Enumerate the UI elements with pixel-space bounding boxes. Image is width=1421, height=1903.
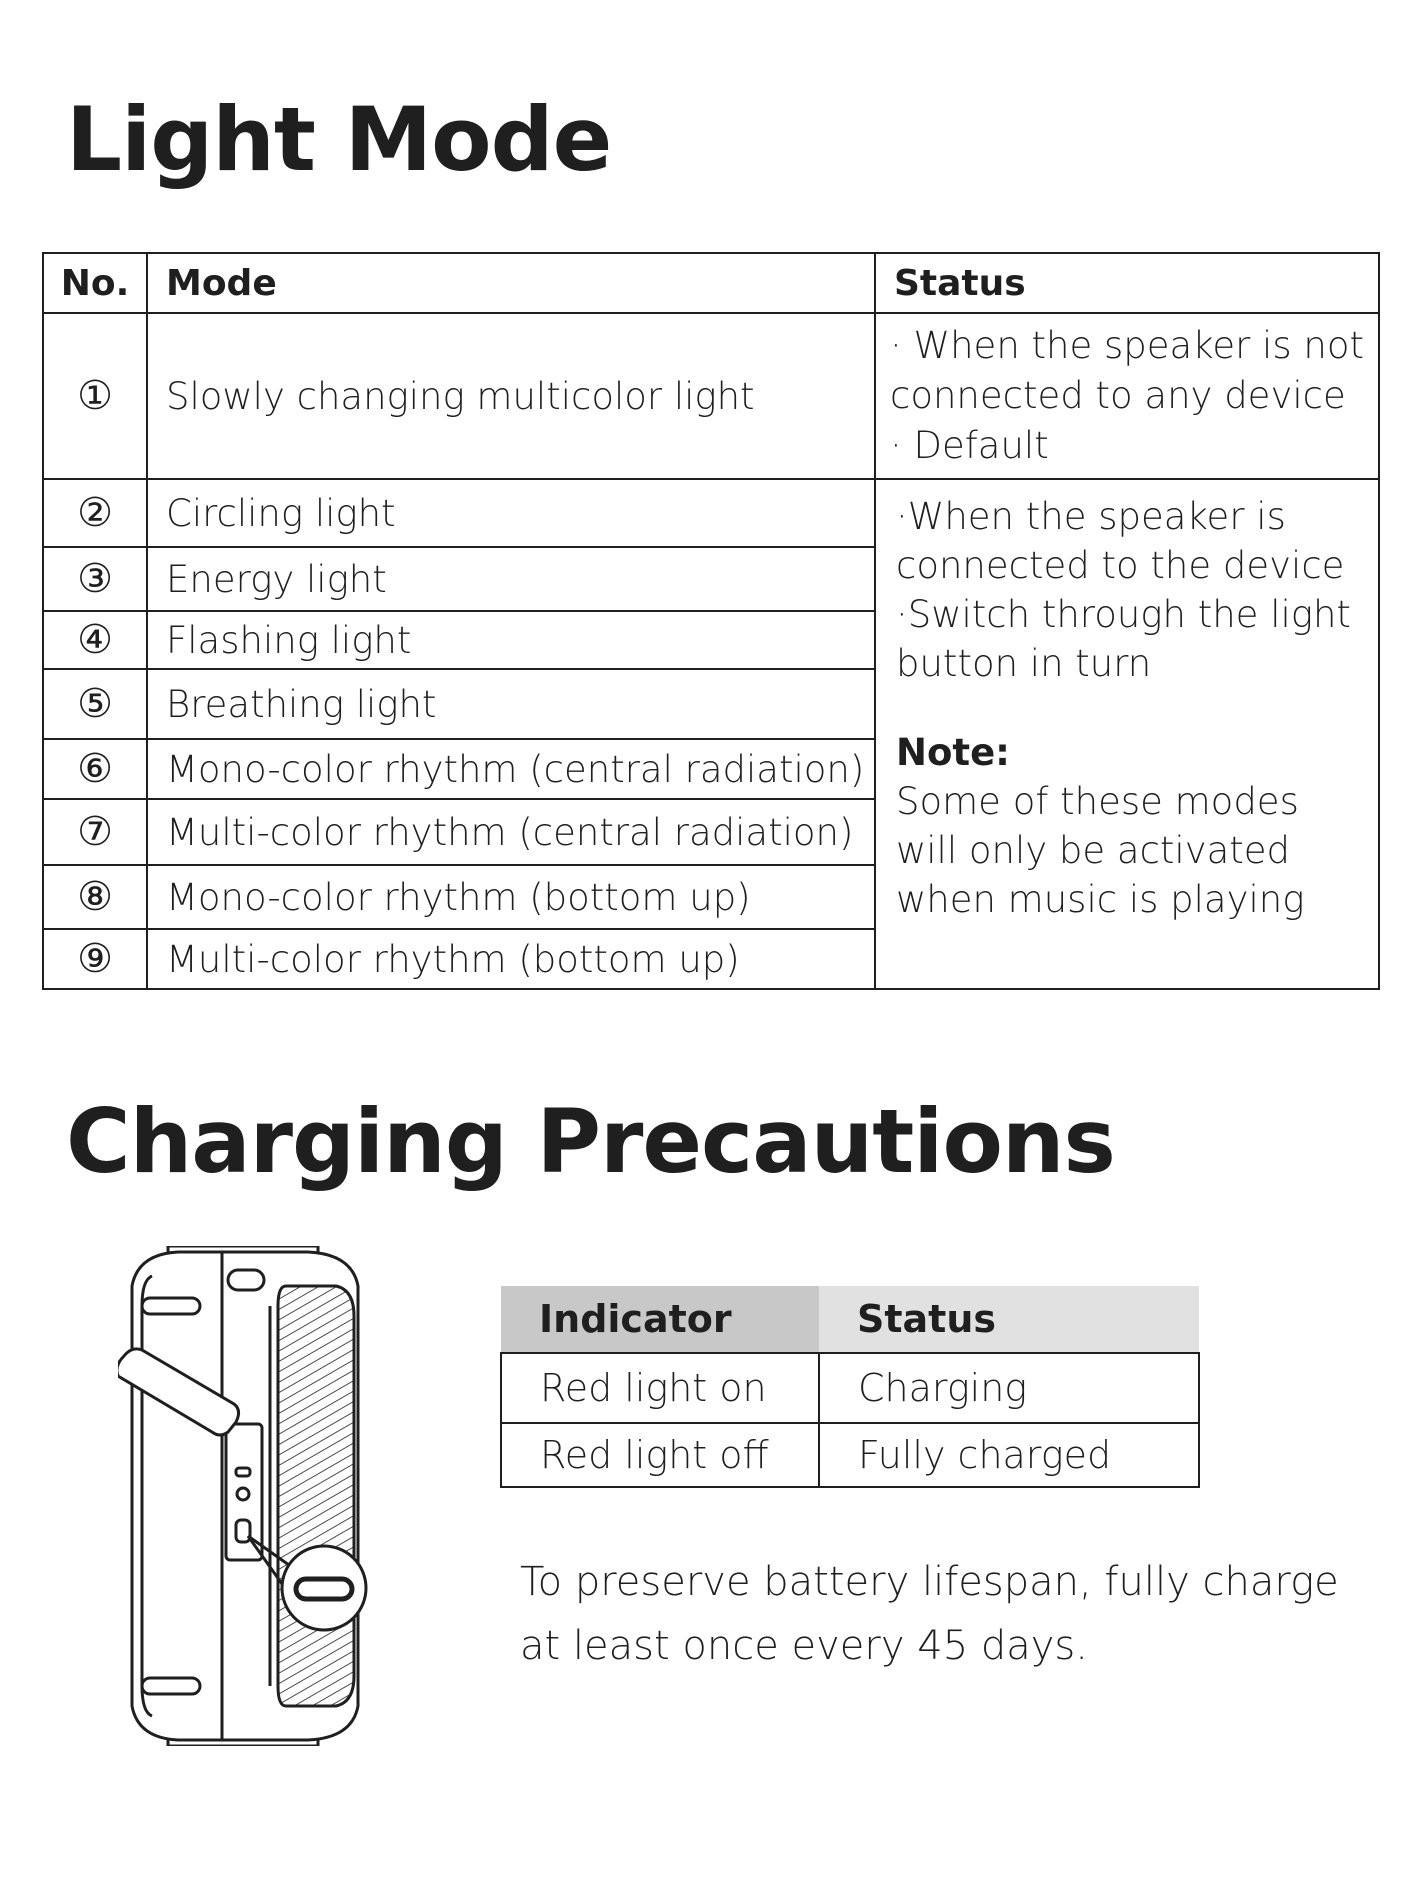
header-status: Status [819,1286,1199,1353]
note-line: Some of these modes [896,780,1299,823]
battery-note-line: To preserve battery lifespan, fully charge [520,1559,1339,1605]
status-line: · Default [890,424,1049,467]
mode-name: Breathing light [147,669,875,739]
status-line: · When the speaker is not [890,324,1364,367]
status-disconnected [875,313,1379,479]
status-line: ·When the speaker is [896,495,1286,538]
table-row [43,313,1379,479]
mode-name: Mono-color rhythm (central radiation) [147,739,875,799]
mode-name: Slowly changing multicolor light [147,313,875,479]
note-line: will only be activated [896,829,1291,872]
note-line: when music is playing [896,878,1305,921]
header-no: No. [43,253,147,313]
mode-number: ② [43,479,147,547]
mode-number: ③ [43,547,147,611]
status-line: connected to the device [896,544,1345,587]
table-header-row [501,1286,1199,1353]
mode-name: Mono-color rhythm (bottom up) [147,865,875,929]
mode-number: ⑨ [43,929,147,989]
table-row [501,1353,1199,1423]
table-header-row [43,253,1379,313]
mode-number: ④ [43,611,147,669]
mode-name: Multi-color rhythm (bottom up) [147,929,875,989]
mode-number: ⑦ [43,799,147,865]
status-connected [875,479,1379,989]
status-line: connected to any device [890,374,1346,417]
status-line: button in turn [896,642,1152,685]
table-row [43,479,1379,547]
mode-number: ⑥ [43,739,147,799]
status-cell: Fully charged [819,1423,1199,1487]
indicator-cell: Red light on [501,1353,819,1423]
status-cell: Charging [819,1353,1199,1423]
charging-precautions-title: Charging Precautions [66,1090,1115,1193]
header-mode: Mode [147,253,875,313]
table-row [501,1423,1199,1487]
mode-name: Multi-color rhythm (central radiation) [147,799,875,865]
indicator-cell: Red light off [501,1423,819,1487]
mode-name: Circling light [147,479,875,547]
battery-note [520,1550,1380,1678]
note-label: Note: [896,731,1010,774]
mode-name: Energy light [147,547,875,611]
mode-number: ① [43,313,147,479]
charging-indicator-table [500,1286,1200,1488]
mode-number: ⑧ [43,865,147,929]
light-mode-table [42,252,1380,990]
battery-note-line: at least once every 45 days. [520,1623,1088,1669]
mode-name: Flashing light [147,611,875,669]
speaker-usb-c-port-icon [118,1246,408,1746]
status-line: ·Switch through the light [896,593,1351,636]
mode-number: ⑤ [43,669,147,739]
light-mode-title: Light Mode [66,88,612,191]
header-status: Status [875,253,1379,313]
header-indicator: Indicator [501,1286,819,1353]
